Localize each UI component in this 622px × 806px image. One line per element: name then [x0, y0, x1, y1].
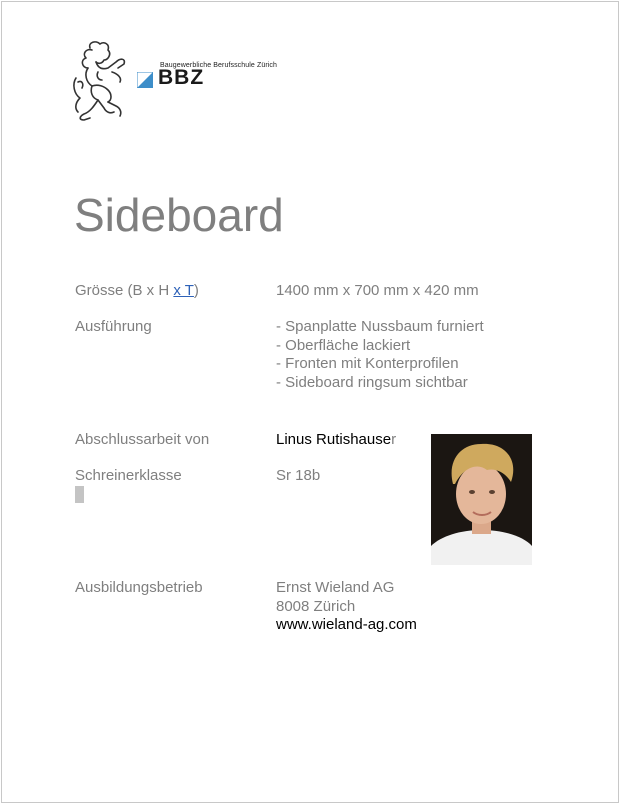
document-page: [1, 1, 619, 803]
class-value: Sr 18b: [276, 467, 321, 484]
list-item: - Spanplatte Nussbaum furniert: [276, 318, 484, 335]
size-label-underlined: x T: [173, 282, 194, 299]
execution-label: Ausführung: [75, 318, 152, 335]
thesis-label: Abschlussarbeit von: [75, 431, 210, 448]
school-acronym: BBZ: [158, 66, 205, 89]
company-name: Ernst Wieland AG: [276, 579, 395, 596]
portrait-photo-icon: [431, 434, 532, 565]
portrait-photo: [431, 434, 532, 565]
size-label: Grösse (B x H x T): [75, 282, 199, 299]
company-label: Ausbildungsbetrieb: [75, 579, 203, 596]
school-name: Baugewerbliche Berufsschule Zürich: [160, 62, 278, 69]
zurich-lion-icon: [68, 38, 132, 122]
thesis-value: Linus Rutishauser: [276, 431, 397, 448]
document-title: Sideboard: [74, 189, 284, 241]
list-item: - Oberfläche lackiert: [276, 336, 411, 354]
text-cursor-marker: [75, 486, 84, 503]
company-city: 8008 Zürich: [276, 597, 356, 615]
company-block: [276, 579, 417, 635]
execution-list: [276, 318, 484, 392]
list-item: - Fronten mit Konterprofilen: [276, 355, 459, 372]
zurich-flag-icon: [137, 72, 153, 88]
company-website-link[interactable]: www.wieland-ag.com: [276, 616, 417, 633]
size-value: 1400 mm x 700 mm x 420 mm: [276, 282, 479, 299]
class-label: Schreinerklasse: [75, 467, 182, 484]
list-item: - Sideboard ringsum sichtbar: [276, 373, 468, 391]
